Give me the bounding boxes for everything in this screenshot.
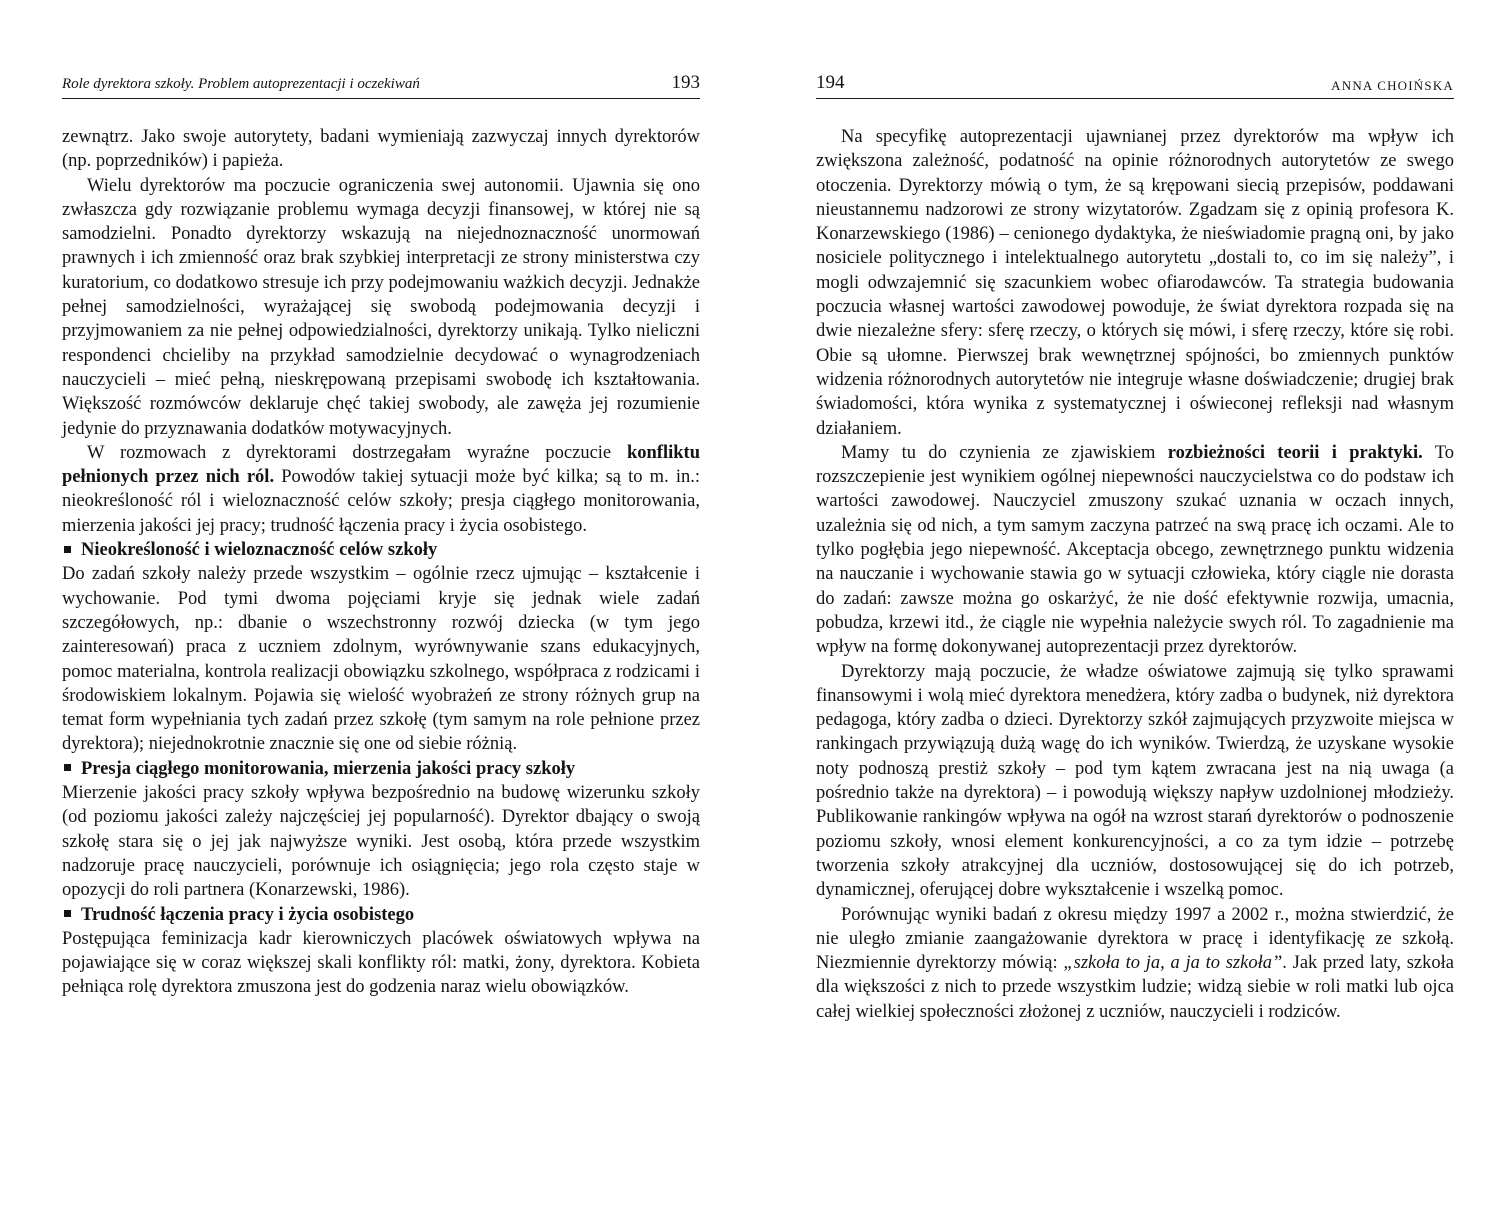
section-heading-1 [62, 538, 700, 562]
right-p4-before: Porównując wyniki badań z okresu między 1997 a 2002 r., można stwierdzić, że nie uległo zmianie zaangażowanie dyrektora w pracę i identyfikację ze szkołą. Niezmiennie dyrektorzy mówią: [816, 904, 1454, 974]
section-heading-3 [62, 903, 700, 927]
left-paragraph-1: zewnątrz. Jako swoje autorytety, badani wymieniają zazwyczaj innych dyrektorów (np. poprzedników) i papieża. [62, 127, 700, 172]
section-1-text: Do zadań szkoły należy przede wszystkim – ogólnie rzecz ujmując – kształcenie i wychowanie. Pod tymi dwoma pojęciami kryje się jednak wiele zadań szczegółowych, np.: dbanie o wszechstronny rozwój dziecka (w tym jego zainteresowań) praca z uczniem zdolnym, wyrównywanie szans edukacyjnych, pomoc materialna, kontrola realizacji obowiązku szkolnego, współpraca z rodzicami i środowiskiem lokalnym. Pojawia się wielość wyobrażeń ze strony różnych grup na temat form wypełniania tych zadań przez szkołę (tym samym na role pełnione przez dyrektora); niejednokrotnie znacznie się one od siebie różnią. [62, 564, 700, 755]
section-heading-2 [62, 757, 700, 781]
right-paragraph-4 [816, 903, 1454, 1024]
right-p4-after: . Jak przed laty, szkoła dla większości z nich to przede wszystkim ludzie; widzą siebie w roli matki lub ojca całej wielkiej społeczności złożonej z uczniów, nauczycieli i rodziców. [816, 953, 1454, 1022]
right-p4-quote: „szkoła to ja, a ja to szkoła” [1063, 953, 1283, 974]
right-p2-emphasis: rozbieżności teorii i praktyki. [1167, 442, 1423, 463]
square-bullet-icon [64, 546, 71, 553]
left-p3-after: Powodów takiej sytuacji może być kilka; są to m. in.: nieokreśloność ról i wieloznaczność celów szkoły; presja ciągłego monitorowania, mierzenia jakości jej pracy; trudność łączenia pracy i życia osobistego. [62, 467, 700, 536]
section-3-text: Postępująca feminizacja kadr kierowniczych placówek oświatowych wpływa na pojawiające się w coraz większej skali konflikty ról: matki, żony, dyrektora. Kobieta pełniąca rolę dyrektora zmuszona jest do godzenia naraz wielu obowiązków. [62, 928, 700, 998]
left-paragraph-2: Wielu dyrektorów ma poczucie ograniczenia swej autonomii. Ujawnia się ono zwłaszcza gdy rozwiązanie problemu wymaga decyzji finansowej, w której nie są samodzielni. Ponadto dyrektorzy wskazują na niejednoznaczność unormowań prawnych i ich zmienność oraz brak szybkiej interpretacji ze strony ministerstwa czy kuratorium, co dodatkowo stresuje ich przy podejmowaniu ważkich decyzji. Jednakże pełnej samodzielności, wyrażającej się swobodą podejmowania decyzji i przyjmowaniem za nie pełnej odpowiedzialności, dyrektorzy unikają. Tylko nieliczni respondenci chcieliby na przykład samodzielnie decydować o wynagrodzeniach nauczycieli – mieć pełną, nieskrępowaną przepisami swobodę ich kształtowania. Większość rozmówców deklaruje chęć takiej swobody, ale zawęża jej rozumienie jedynie do przyznawania dodatków motywacyjnych. [62, 175, 700, 439]
right-paragraph-1: Na specyfikę autoprezentacji ujawnianej przez dyrektorów ma wpływ ich zwiększona zależność, podatność na opinie różnorodnych autorytetów ze swego otoczenia. Dyrektorzy mówią o tym, że są krępowani siecią przepisów, poddawani nieustannemu nadzorowi ze strony wizytatorów. Zgadzam się z opinią profesora K. Konarzewskiego (1986) – cenionego dydaktyka, że nieświadomie pragną oni, by jako nosiciele politycznego i intelektualnego autorytetu „dostali to, co im się należy”, i mogli odwzajemnić się szacunkiem wobec ofiarodawców. Ta strategia budowania poczucia własnej wartości zawodowej powoduje, że świat dyrektora rozpada się na dwie niezależne sfery: sferę rzeczy, o których się mówi, i sferę rzeczy, które się robi. Obie są ułomne. Pierwszej brak wewnętrznej spójności, bo zmiennych punktów widzenia różnorodnych autorytetów nie integruje własne doświadczenie; drugiej brak świadomości, która wynika z systematycznej i oświeconej refleksji nad własnym działaniem. [816, 127, 1454, 439]
square-bullet-icon [64, 910, 71, 917]
right-body [816, 125, 1454, 1024]
section-heading-2-text: Presja ciągłego monitorowania, mierzenia jakości pracy szkoły [81, 758, 576, 779]
running-author: ANNA CHOIŃSKA [1331, 78, 1454, 93]
left-p3-emphasis: konfliktu pełnionych przez nich ról. [62, 442, 700, 488]
right-paragraph-3: Dyrektorzy mają poczucie, że władze oświatowe zajmują się tylko sprawami finansowymi i wolą mieć dyrektora menedżera, który zadba o budynek, niż dyrektora pedagoga, który zadba o dzieci. Dyrektorzy szkół zajmujących przyzwoite miejsca w rankingach przywiązują dużą wagę do ich wyników. Twierdzą, że uzyskane wysokie noty podnoszą prestiż szkoły – pod tym kątem zwracana jest na nią uwaga (a pośrednio także na dyrektora) – i powodują większy napływ uzdolnionej młodzieży. Publikowanie rankingów wpływa na ogół na wzrost starań dyrektorów o podnoszenie poziomu szkoły, wnosi element konkurencyjności, a co za tym idzie – potrzebę tworzenia szkoły atrakcyjnej dla uczniów, dostosowującej się do ich potrzeb, dynamicznej, oferującej dobre wykształcenie i wszelką pomoc. [816, 661, 1454, 901]
right-page [816, 70, 1454, 1024]
section-2-text: Mierzenie jakości pracy szkoły wpływa bezpośrednio na budowę wizerunku szkoły (od poziomu jakości zależy najczęściej jej popularność). Dyrektor dbający o swoją szkołę stara się o jej jak najwyższe wyniki. Jest osobą, która przede wszystkim nadzoruje pracę nauczycieli, porównuje ich osiągnięcia; jego rola często staje w opozycji do roli partnera (Konarzewski, 1986). [62, 783, 700, 901]
running-title: Role dyrektora szkoły. Problem autoprezentacji i oczekiwań [62, 76, 420, 92]
section-heading-3-text: Trudność łączenia pracy i życia osobistego [81, 904, 415, 925]
left-page [62, 70, 700, 1000]
left-p3-before: W rozmowach z dyrektorami dostrzegałam wyraźne poczucie [87, 442, 627, 463]
left-running-head [62, 70, 700, 99]
left-paragraph-3 [62, 441, 700, 538]
page-number-right: 194 [816, 72, 845, 93]
right-p2-before: Mamy tu do czynienia ze zjawiskiem [841, 442, 1168, 463]
left-body [62, 125, 700, 1000]
page-number-left: 193 [671, 72, 700, 93]
section-heading-1-text: Nieokreśloność i wieloznaczność celów szkoły [81, 540, 438, 561]
right-paragraph-2 [816, 441, 1454, 660]
right-p2-after: To rozszczepienie jest wynikiem ogólnej niepewności nauczycielstwa co do podstaw ich wartości zawodowej. Nauczyciel zmuszony szukać uznania w oczach innych, uzależnia się od nich, a tym samym zaczyna patrzeć na swą pracę ich oczami. Ale to tylko pogłębia jego niepewność. Akceptacja obcego, zewnętrznego punktu widzenia na nauczanie i wychowanie stawia go w sytuacji człowieka, który ciągle nie dorasta do zadań: zawsze można go oskarżyć, że nie dość efektywnie rozwija, umacnia, pobudza, krzewi itd., że ciągle nie wypełnia należycie swych ról. To zagadnienie ma wpływ na formę dokonywanej autoprezentacji przez dyrektorów. [816, 442, 1454, 658]
square-bullet-icon [64, 764, 71, 771]
right-running-head [816, 70, 1454, 99]
